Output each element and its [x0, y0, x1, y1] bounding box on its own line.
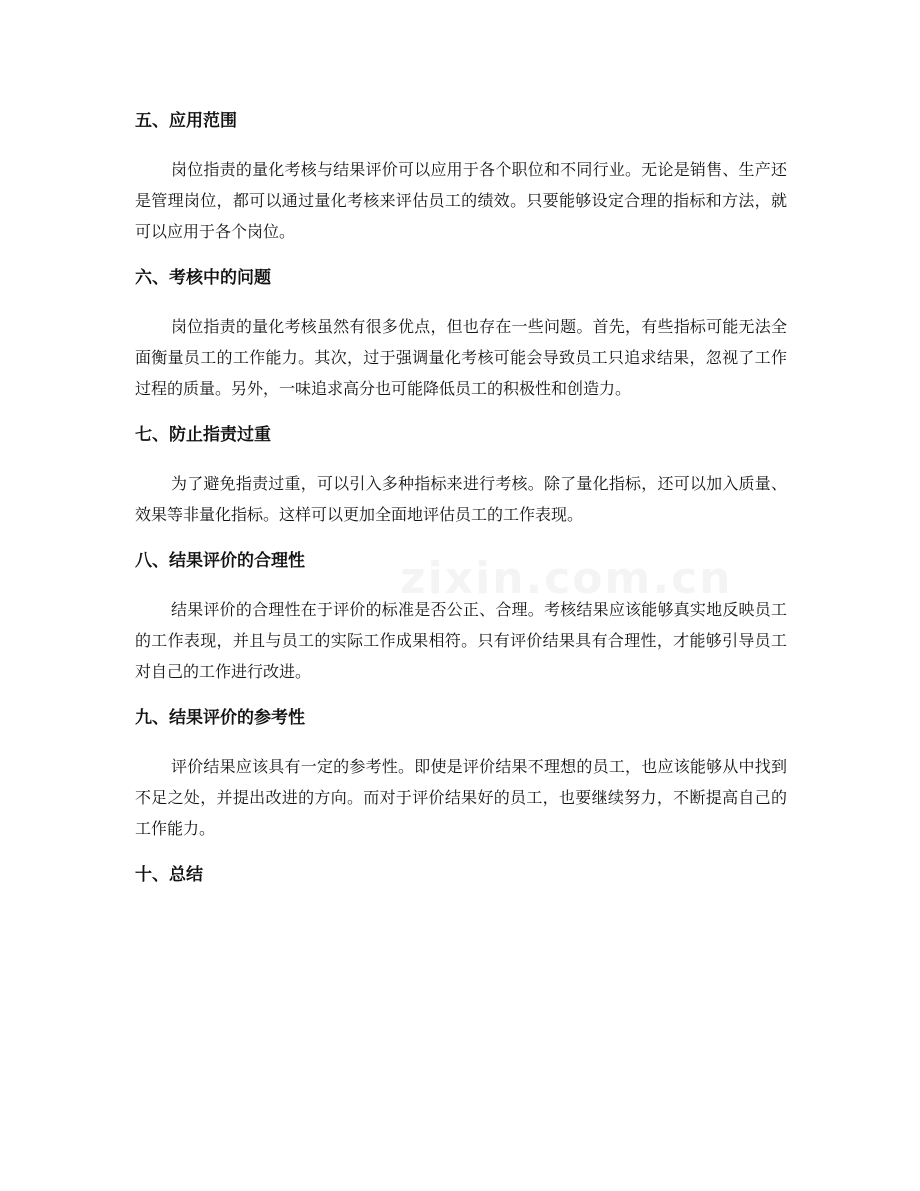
- section-heading-9: 九、结果评价的参考性: [135, 708, 305, 728]
- section-body-8: 结果评价的合理性在于评价的标准是否公正、合理。考核结果应该能够真实地反映员工的工作表现，并且与员工的实际工作成果相符。只有评价结果具有合理性，才能够引导员工对自己的工作进行改进。: [135, 600, 787, 681]
- section-heading-6: 六、考核中的问题: [135, 268, 271, 288]
- section-heading-10: 十、总结: [135, 865, 203, 885]
- section-heading-8: 八、结果评价的合理性: [135, 551, 305, 571]
- section-body-9: 评价结果应该具有一定的参考性。即使是评价结果不理想的员工，也应该能够从中找到不足之处，并提出改进的方向。而对于评价结果好的员工，也要继续努力，不断提高自己的工作能力。: [135, 757, 787, 838]
- section-body-7: 为了避免指责过重，可以引入多种指标来进行考核。除了量化指标，还可以加入质量、效果等非量化指标。这样可以更加全面地评估员工的工作表现。: [135, 474, 787, 524]
- document-content: [135, 100, 787, 896]
- section-heading-7: 七、防止指责过重: [135, 425, 271, 445]
- section-body-6: 岗位指责的量化考核虽然有很多优点，但也存在一些问题。首先，有些指标可能无法全面衡量员工的工作能力。其次，过于强调量化考核可能会导致员工只追求结果，忽视了工作过程的质量。另外，一味追求高分也可能降低员工的积极性和创造力。: [135, 317, 787, 398]
- section-heading-5: 五、应用范围: [135, 111, 237, 131]
- section-body-5: 岗位指责的量化考核与结果评价可以应用于各个职位和不同行业。无论是销售、生产还是管理岗位，都可以通过量化考核来评估员工的绩效。只要能够设定合理的指标和方法，就可以应用于各个岗位。: [135, 160, 787, 241]
